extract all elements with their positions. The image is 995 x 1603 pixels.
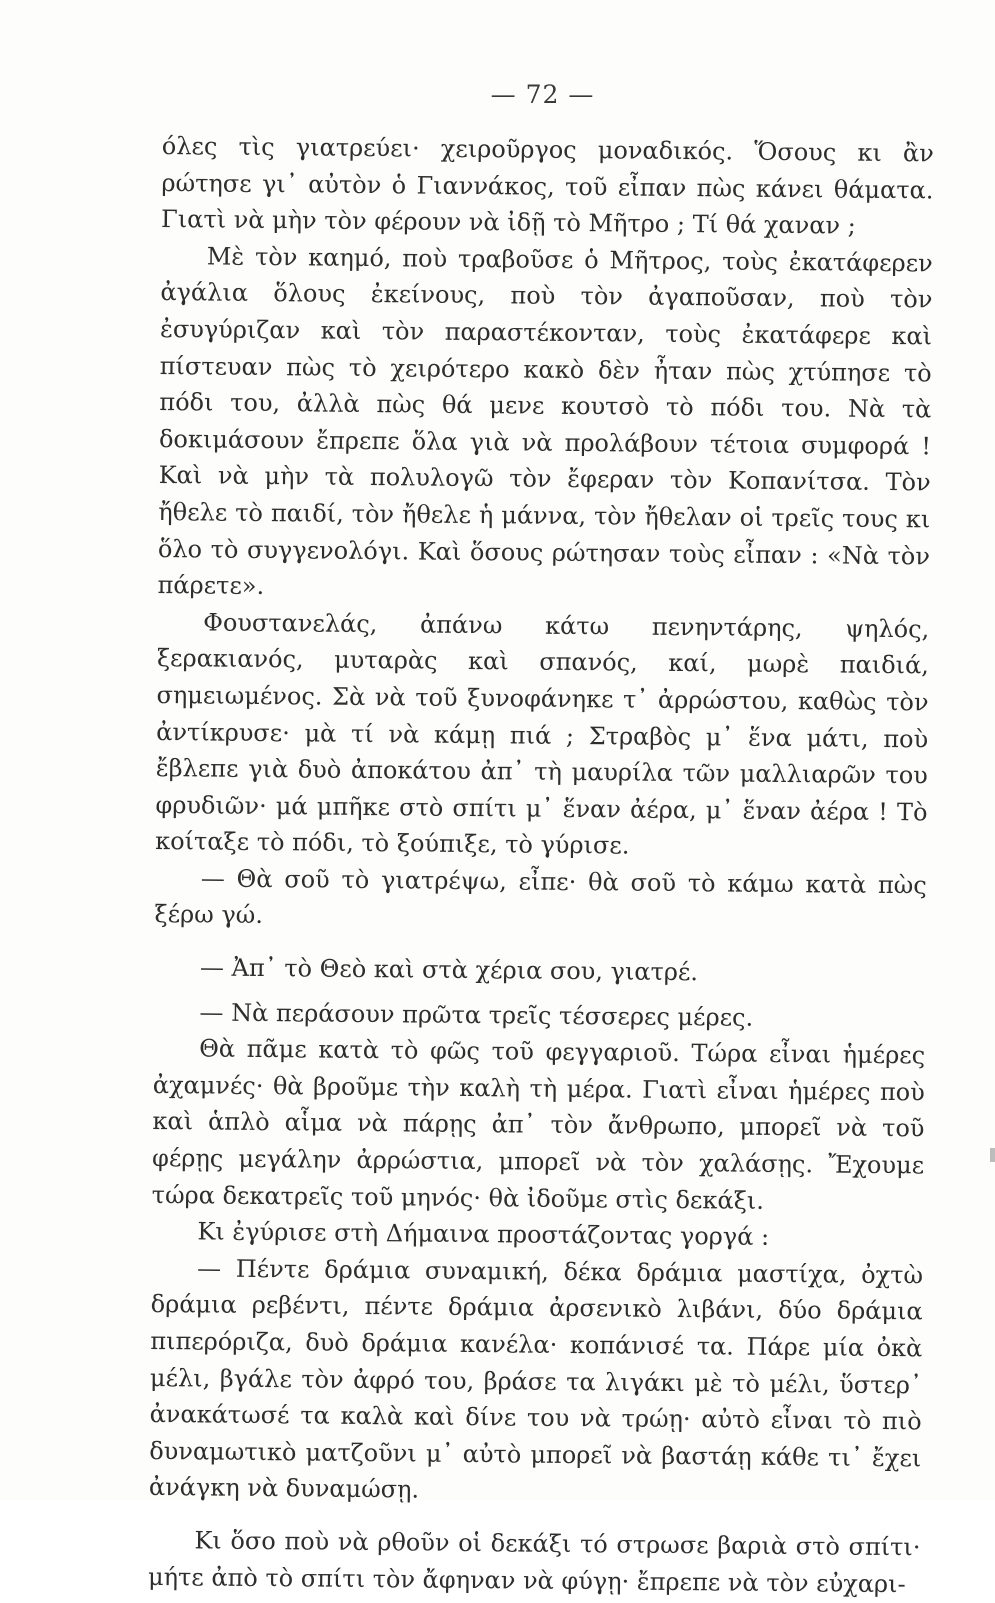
paragraph-mitros-trouble: Μὲ τὸν καημό, ποὺ τραβοῦσε ὁ Μῆτρος, τοὺς ἐκατάφερεν ἀγάλια ὅλους ἐκείνους, ποὺ τὸν ἀγαποῦσαν, ποὺ τὸν ἐσυγύριζαν καὶ τὸν παραστέκονταν, τοὺς ἐκατάφερε καὶ πίστευαν πὼς τὸ χειρότερο κακὸ δὲν ἦταν πὼς χτύπησε τὸ πόδι του, ἀλλὰ πὼς θά μενε κουτσὸ τὸ πόδι του. Νὰ τὰ δοκιμάσουν ἔπρεπε ὅλα γιὰ νὰ προλάβουν τέτοια συμφορά ! Καὶ νὰ μὴν τὰ πολυλογῶ τὸν ἔφεραν τὸν Κοπανίτσα. Τὸν ἤθελε τὸ παιδί, τὸν ἤθελε ἡ μάννα, τὸν ἤθελαν οἱ τρεῖς τους κι ὅλο τὸ συγγενολόγι. Καὶ ὅσους ρώτησαν τοὺς εἶπαν : «Νὰ τὸν πάρετε». — [157, 242, 933, 601]
paragraph-continuation: όλες τὶς γιατρεύει· χειροῦργος μοναδικός. Ὅσους κι ἂν ρώτησε γι᾽ αὐτὸν ὁ Γιαννάκος, τοῦ εἶπαν πὼς κάνει θάματα. Γιατὶ νὰ μὴν τὸν φέρουν νὰ ἰδῇ τὸ Μῆτρο ; Τί θά χαναν ; — [160, 131, 934, 240]
paragraph-moon-days: Θὰ πᾶμε κατὰ τὸ φῶς τοῦ φεγγαριοῦ. Τώρα εἶναι ἡμέρες ἀχαμνές· θὰ βροῦμε τὴν καλὴ τὴ μέρα. Γιατὶ εἶναι ἡμέρες ποὺ καὶ ἁπλὸ αἷμα νὰ πάρῃς ἀπ᾽ τὸν ἄνθρωπο, μπορεῖ νὰ τοῦ φέρῃς μεγάλην ἀρρώστια, μπορεῖ νὰ τὸν χαλάσῃς. Ἔχουμε τώρα δεκατρεῖς τοῦ μηνός· θὰ ἰδοῦμε στὶς δεκάξι. — [151, 1034, 926, 1215]
page-number: — 72 — — [490, 80, 595, 109]
paragraph-fustanelas-description: Φουστανελάς, ἀπάνω κάτω πενηντάρης, ψηλός, ξερακιανός, μυταρὰς καὶ σπανός, καί, μωρὲ παιδιά, σημειωμένος. Σὰ νὰ τοῦ ξυνοφάνηκε τ᾽ ἀρρώστου, καθὼς τὸν ἀντίκρυσε· μὰ τί νὰ κάμῃ πιά ; Στραβὸς μ᾽ ἕνα μάτι, ποὺ ἔβλεπε γιὰ δυὸ ἀποκάτου ἀπ᾽ τὴ μαυρίλα τῶν μαλλιαρῶν του φρυδιῶν· μά μπῆκε στὸ σπίτι μ᾽ ἕναν ἀέρα, μ᾽ ἕναν ἀέρα ! Τὸ κοίταξε τὸ πόδι, τὸ ξούπιξε, τὸ γύρισε. — [155, 608, 930, 860]
dialogue-line-wait-days: — Νὰ περάσουν πρῶτα τρεῖς τέσσερες μέρες. — [199, 998, 754, 1032]
scan-edge-mark — [990, 1148, 995, 1162]
paragraph-recipe: — Πέντε δράμια συναμική, δέκα δράμια μαστίχα, ὀχτὼ δράμια ρεβέντι, πέντε δράμια ἀρσενικὸ λιβάνι, δύο δράμια πιπερόριζα, δυὸ δράμια κανέλα· κοπάνισέ τα. Πάρε μία ὀκὰ μέλι, βγάλε τὸν ἀφρό του, βράσε τα λιγάκι μὲ τὸ μέλι, ὕστερ᾽ ἀνακάτωσέ τα καλὰ καὶ δίνε του νὰ τρώῃ· αὐτὸ εἶναι τὸ πιὸ δυναμωτικὸ ματζοῦνι μ᾽ αὐτὸ μπορεῖ νὰ βαστάῃ κάθε τι᾽ ἔχει ἀνάγκη νὰ δυναμώσῃ. — [148, 1254, 924, 1504]
dialogue-line-doctor-promise: — Θὰ σοῦ τὸ γιατρέψω, εἶπε· θὰ σοῦ τὸ κάμω κατὰ πὼς ξέρω γώ. — [154, 864, 927, 930]
paragraph-turned-to-dimaina: Κι ἐγύρισε στὴ Δήμαινα προστάζοντας γοργά : — [197, 1217, 770, 1252]
paragraph-until-sixteenth: Κι ὅσο ποὺ νὰ ρθοῦν οἱ δεκάξι τό στρωσε βαριὰ στὸ σπίτι· μήτε ἀπὸ τὸ σπίτι τὸν ἄφηναν νὰ φύγῃ· ἔπρεπε νὰ τὸν εὐχαρι- — [147, 1526, 921, 1598]
dialogue-line-thanks: — Ἀπ᾽ τὸ Θεὸ καὶ στὰ χέρια σου, γιατρέ. — [199, 953, 699, 987]
body-text — [148, 128, 934, 1602]
